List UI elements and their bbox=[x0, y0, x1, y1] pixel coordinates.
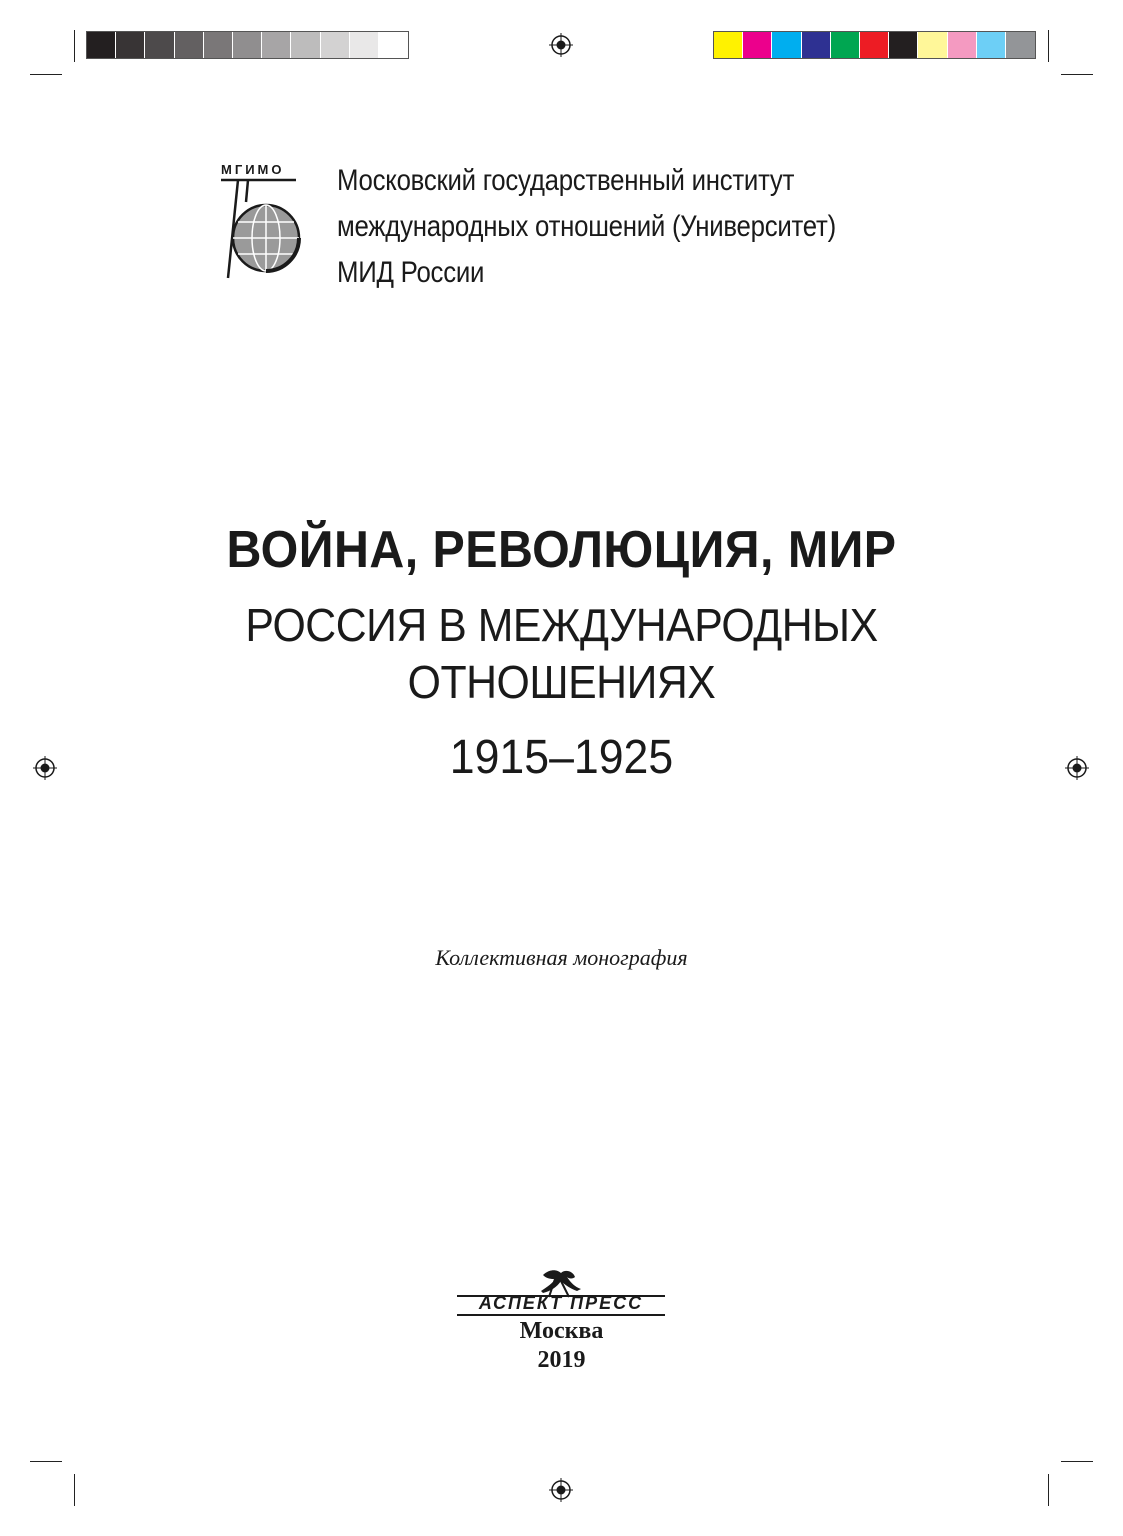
book-genre: Коллективная монография bbox=[435, 945, 688, 970]
crop-mark bbox=[30, 74, 62, 75]
crop-mark bbox=[1048, 1474, 1049, 1506]
color-swatch bbox=[889, 32, 918, 58]
book-subtitle-line1: РОССИЯ В МЕЖДУНАРОДНЫХ bbox=[245, 599, 878, 651]
crop-mark bbox=[1061, 1461, 1093, 1462]
logo-text: МГИМО bbox=[221, 162, 285, 177]
color-swatch bbox=[145, 32, 174, 58]
book-years: 1915–1925 bbox=[449, 731, 674, 784]
color-swatch bbox=[714, 32, 743, 58]
color-swatch bbox=[87, 32, 116, 58]
color-swatch bbox=[802, 32, 831, 58]
color-swatch bbox=[233, 32, 262, 58]
crop-mark bbox=[30, 1461, 62, 1462]
color-calibration-bar bbox=[713, 31, 1036, 59]
crop-mark bbox=[1048, 30, 1049, 62]
color-swatch bbox=[772, 32, 801, 58]
publication-year: 2019 bbox=[537, 1347, 586, 1373]
registration-mark-icon bbox=[549, 33, 573, 57]
color-swatch bbox=[1006, 32, 1035, 58]
registration-mark-icon bbox=[549, 1478, 573, 1502]
color-swatch bbox=[831, 32, 860, 58]
gray-calibration-bar bbox=[86, 31, 409, 59]
color-swatch bbox=[262, 32, 291, 58]
color-swatch bbox=[860, 32, 889, 58]
color-swatch bbox=[291, 32, 320, 58]
color-swatch bbox=[379, 32, 408, 58]
color-swatch bbox=[977, 32, 1006, 58]
book-title: ВОЙНА, РЕВОЛЮЦИЯ, МИР bbox=[226, 521, 897, 579]
institute-line: МИД России bbox=[337, 256, 485, 289]
institute-line: международных отношений (Университет) bbox=[337, 210, 836, 243]
crop-mark bbox=[74, 1474, 75, 1506]
color-swatch bbox=[743, 32, 772, 58]
publisher-city: Москва bbox=[519, 1318, 604, 1344]
publisher-name: АСПЕКТ ПРЕСС bbox=[478, 1293, 644, 1313]
crop-mark bbox=[1061, 74, 1093, 75]
color-swatch bbox=[350, 32, 379, 58]
publisher-rule-bottom bbox=[457, 1314, 665, 1316]
color-swatch bbox=[948, 32, 977, 58]
color-swatch bbox=[204, 32, 233, 58]
crop-mark bbox=[74, 30, 75, 62]
institute-line: Московский государственный институт bbox=[337, 164, 795, 197]
mgimo-75-logo bbox=[218, 160, 310, 282]
institute-name bbox=[337, 158, 836, 296]
book-subtitle-line2: ОТНОШЕНИЯХ bbox=[407, 656, 716, 708]
color-swatch bbox=[116, 32, 145, 58]
color-swatch bbox=[918, 32, 947, 58]
color-swatch bbox=[321, 32, 350, 58]
color-swatch bbox=[175, 32, 204, 58]
